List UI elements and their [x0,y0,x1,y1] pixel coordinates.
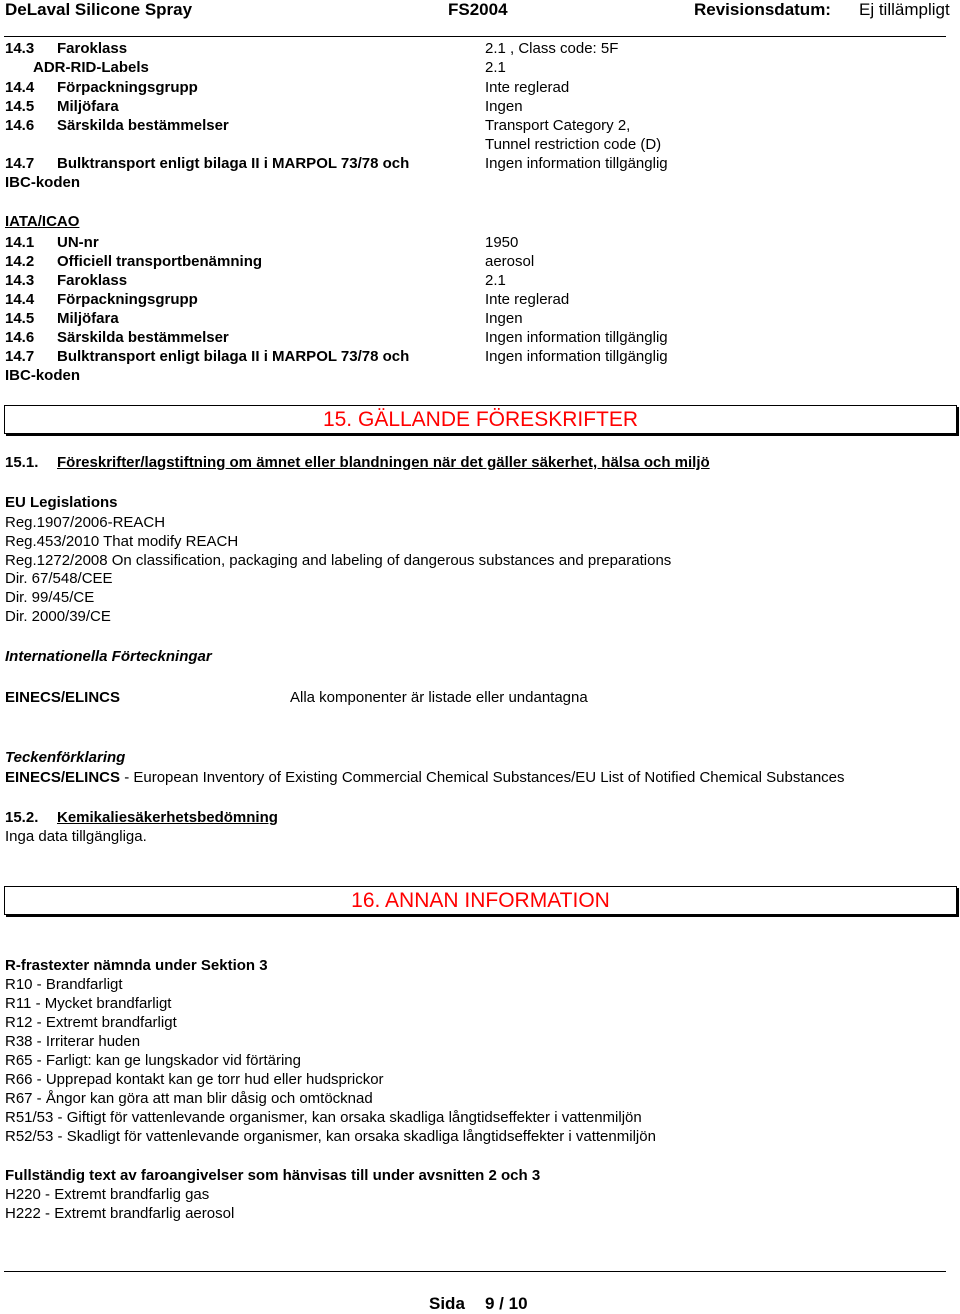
footer-divider [4,1271,946,1272]
subsection-15-2-text: Inga data tillgängliga. [5,828,147,845]
revision-value: Ej tillämpligt [859,0,950,19]
row-label: Bulktransport enligt bilaga II i MARPOL 73/78 och [57,348,410,365]
row-number: IBC-koden [5,367,80,384]
iata-heading: IATA/ICAO [5,213,80,230]
page-label: Sida [429,1294,465,1313]
h-statement-item: H222 - Extremt brandfarlig aerosol [5,1205,235,1222]
header-divider [4,36,946,37]
row-label: Faroklass [57,40,128,57]
r-phrase-item: R38 - Irriterar huden [5,1033,141,1050]
row-value: aerosol [485,253,535,270]
transport-row [5,234,955,253]
r-phrase-item: R52/53 - Skadligt för vattenlevande organismer, kan orsaka skadliga långtidseffekter i vattenmiljön [5,1128,656,1145]
transport-row [5,59,955,78]
row-number: 14.7 [5,348,35,365]
row-value: Ingen [485,310,523,327]
row-value: Tunnel restriction code (D) [485,136,662,153]
transport-row [5,348,955,367]
row-number: 14.6 [5,329,35,346]
row-label: Miljöfara [57,310,119,327]
h-statements-heading: Fullständig text av faroangivelser som hänvisas till under avsnitten 2 och 3 [5,1167,541,1184]
r-phrase-item: R11 - Mycket brandfarligt [5,995,172,1012]
revision-label: Revisionsdatum: [694,0,831,19]
row-number: 14.2 [5,253,35,270]
einecs-label: EINECS/ELINCS [5,689,121,706]
eu-legislation-item: Dir. 99/45/CE [5,589,95,606]
row-number: 14.5 [5,98,35,115]
row-number: IBC-koden [5,174,80,191]
section-16-title: 16. ANNAN INFORMATION [4,886,957,915]
row-value: Ingen information tillgänglig [485,155,668,172]
page-number: 9 / 10 [485,1294,528,1313]
row-number: 14.4 [5,291,35,308]
row-number: 14.4 [5,79,35,96]
transport-row [5,291,955,310]
transport-row [5,253,955,272]
row-value: Inte reglerad [485,79,570,96]
row-label: Faroklass [57,272,128,289]
subsection-15-1-title: Föreskrifter/lagstiftning om ämnet eller blandningen när det gäller säkerhet, hälsa och miljö [57,454,710,471]
row-value: 2.1 [485,272,506,289]
section-15-title: 15. GÄLLANDE FÖRESKRIFTER [4,405,957,434]
row-number: 14.6 [5,117,35,134]
eu-legislation-item: Dir. 67/548/CEE [5,570,113,587]
r-phrase-item: R10 - Brandfarligt [5,976,123,993]
row-number: 14.5 [5,310,35,327]
row-value: Ingen information tillgänglig [485,329,668,346]
r-phrases-heading: R-frastexter nämnda under Sektion 3 [5,957,268,974]
row-value: Ingen information tillgänglig [485,348,668,365]
transport-row [5,310,955,329]
row-label: Officiell transportbenämning [57,253,263,270]
row-value: Inte reglerad [485,291,570,308]
transport-row [5,117,955,136]
row-number: 14.7 [5,155,35,172]
product-name: DeLaval Silicone Spray [5,0,193,19]
row-value: Ingen [485,98,523,115]
row-number: 14.3 [5,40,35,57]
row-label: Särskilda bestämmelser [57,117,229,134]
legend-line [5,769,845,786]
row-value: 2.1 [485,59,506,76]
row-label: Förpackningsgrupp [57,291,198,308]
transport-row [5,40,955,59]
row-number: 14.3 [5,272,35,289]
international-lists-heading: Internationella Förteckningar [5,648,212,665]
r-phrase-item: R65 - Farligt: kan ge lungskador vid förtäring [5,1052,301,1069]
transport-row [5,272,955,291]
transport-row [5,79,955,98]
eu-legislation-item: Dir. 2000/39/CE [5,608,111,625]
eu-legislation-item: Reg.1272/2008 On classification, packaging and labeling of dangerous substances and preparations [5,552,672,569]
row-value: Transport Category 2, [485,117,631,134]
subsection-15-1-number: 15.1. [5,454,39,471]
legend-heading: Teckenförklaring [5,749,126,766]
h-statement-item: H220 - Extremt brandfarlig gas [5,1186,210,1203]
row-label: Bulktransport enligt bilaga II i MARPOL 73/78 och [57,155,410,172]
row-label: UN-nr [57,234,99,251]
r-phrase-item: R12 - Extremt brandfarligt [5,1014,177,1031]
r-phrase-item: R67 - Ångor kan göra att man blir dåsig och omtöcknad [5,1090,373,1107]
eu-legislation-item: Reg.1907/2006-REACH [5,514,166,531]
subsection-15-2-number: 15.2. [5,809,39,826]
transport-row [5,174,955,193]
document-code: FS2004 [448,0,508,19]
transport-row [5,155,955,174]
r-phrase-item: R51/53 - Giftigt för vattenlevande organismer, kan orsaka skadliga långtidseffekter i vattenmiljön [5,1109,642,1126]
row-value: 1950 [485,234,519,251]
row-value: 2.1 , Class code: 5F [485,40,619,57]
transport-row [5,136,955,155]
eu-legislation-item: Reg.453/2010 That modify REACH [5,533,239,550]
subsection-15-2-title: Kemikaliesäkerhetsbedömning [57,809,278,826]
transport-row [5,98,955,117]
einecs-value: Alla komponenter är listade eller undantagna [290,689,588,706]
legend-text: - European Inventory of Existing Commercial Chemical Substances/EU List of Notified Chemical Substances [120,769,845,786]
r-phrase-item: R66 - Upprepad kontakt kan ge torr hud eller hudsprickor [5,1071,384,1088]
row-label: ADR-RID-Labels [33,59,149,76]
row-number: 14.1 [5,234,35,251]
row-label: Förpackningsgrupp [57,79,198,96]
transport-row [5,329,955,348]
row-label: Miljöfara [57,98,119,115]
transport-row [5,367,955,386]
legend-term: EINECS/ELINCS [5,769,121,786]
row-label: Särskilda bestämmelser [57,329,229,346]
eu-legislations-heading: EU Legislations [5,494,118,511]
